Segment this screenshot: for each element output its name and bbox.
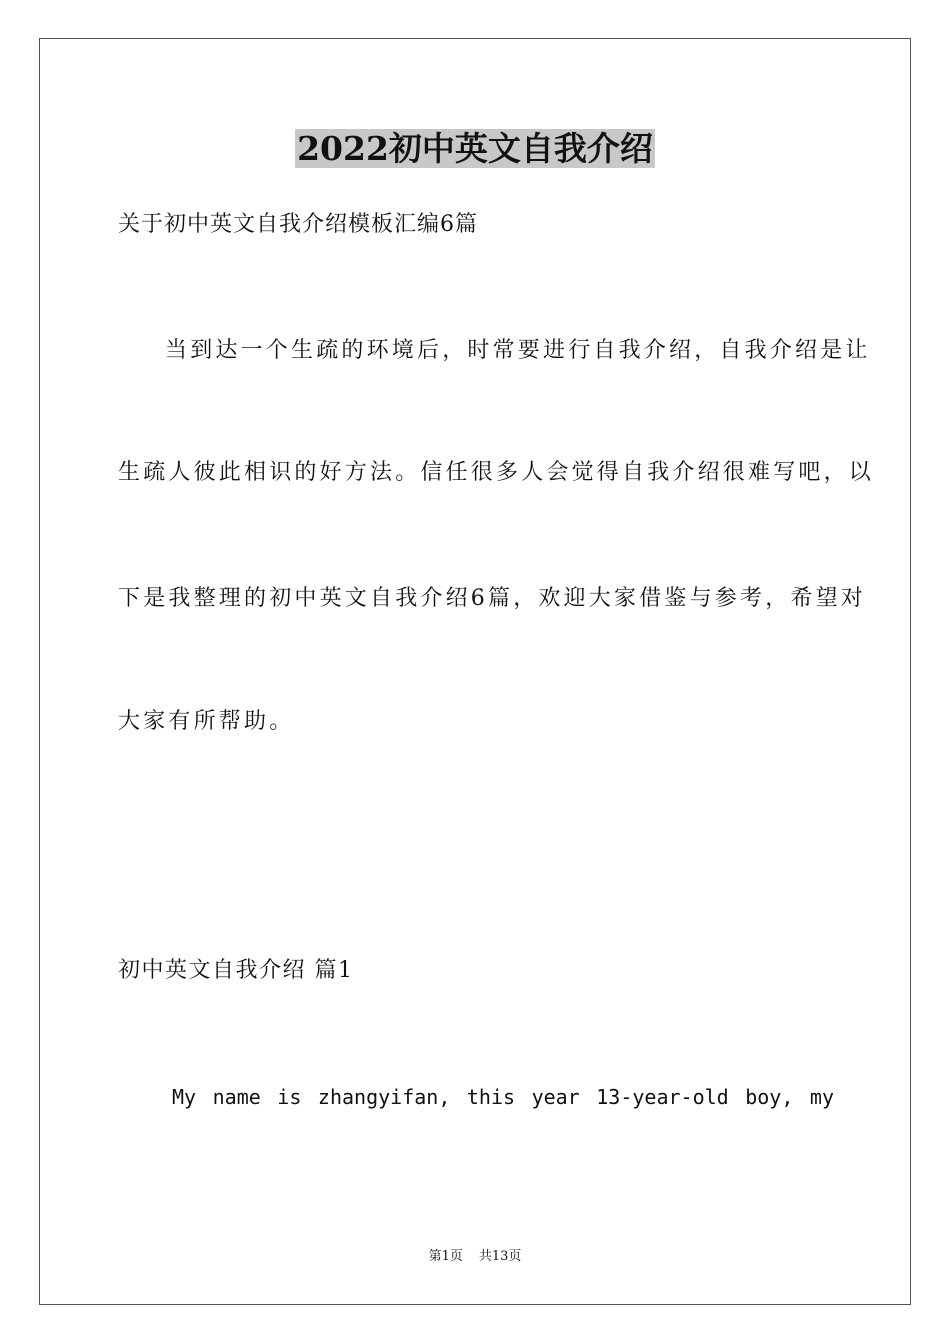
english-word: name	[212, 1085, 261, 1109]
english-word: 13-year-old	[596, 1085, 729, 1109]
intro-line-1: 当到达一个生疏的环境后，时常要进行自我介绍，自我介绍是让	[165, 338, 871, 363]
english-paragraph-line	[172, 1082, 834, 1112]
page-total: 共13页	[478, 1249, 522, 1264]
intro-line-3: 下是我整理的初中英文自我介绍6篇，欢迎大家借鉴与参考，希望对	[118, 586, 866, 611]
english-word: this	[466, 1085, 516, 1109]
document-title-text: 2022初中英文自我介绍	[297, 129, 653, 168]
intro-line-2: 生疏人彼此相识的好方法。信任很多人会觉得自我介绍很难写吧，以	[118, 460, 875, 485]
english-word: is	[277, 1085, 302, 1109]
document-title	[0, 128, 950, 170]
document-subtitle: 关于初中英文自我介绍模板汇编6篇	[118, 212, 478, 237]
english-word: my	[809, 1085, 834, 1109]
english-word: My	[172, 1085, 197, 1109]
intro-line-4: 大家有所帮助。	[118, 709, 295, 734]
section-heading: 初中英文自我介绍 篇1	[118, 958, 354, 983]
english-word: zhangyifan,	[317, 1085, 451, 1109]
page-number: 第1页	[428, 1249, 463, 1264]
page-footer	[0, 1248, 950, 1266]
english-word: year	[531, 1085, 580, 1109]
english-word: boy,	[745, 1085, 794, 1109]
